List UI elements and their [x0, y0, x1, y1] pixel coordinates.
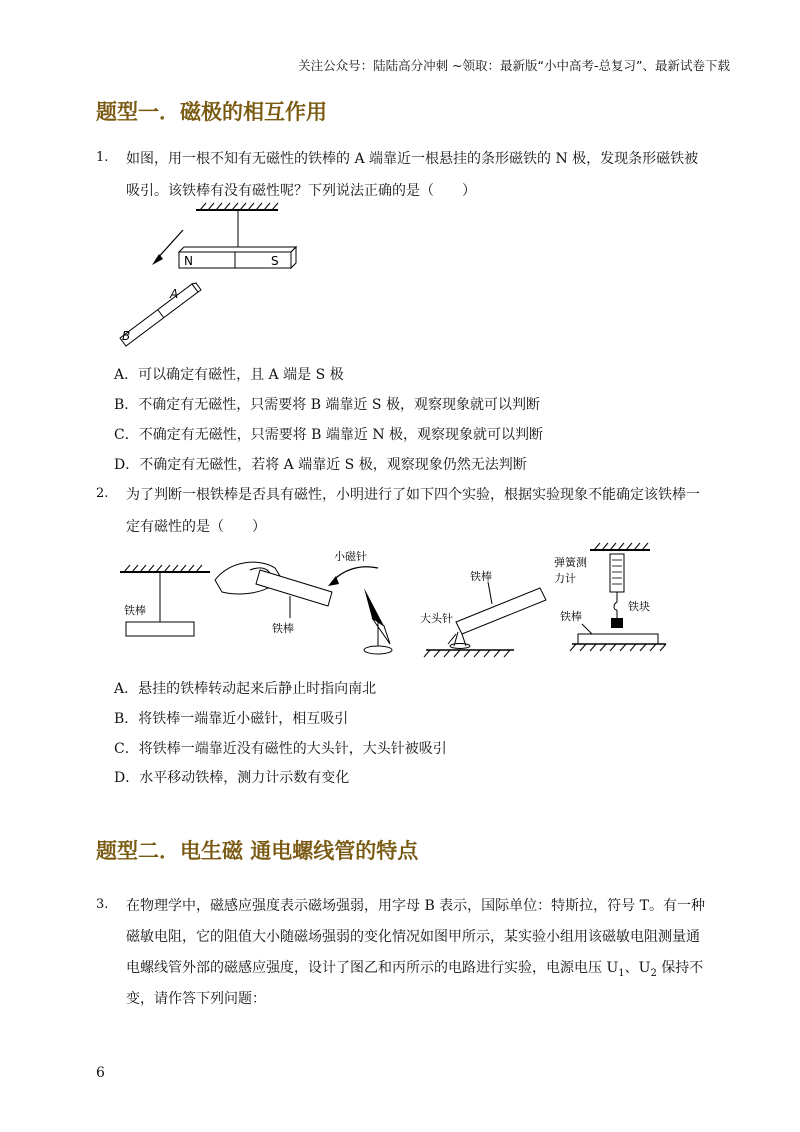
question-2-option-d: D．水平移动铁棒，测力计示数有变化 — [114, 770, 350, 786]
question-2-line-2: 定有磁性的是（ ） — [126, 519, 266, 535]
exp3-pin-label: 大头针 — [420, 612, 453, 625]
exp2-rod-label: 铁棒 — [272, 622, 294, 635]
question-2-number: 2. — [96, 486, 109, 501]
question-3-number: 3. — [96, 897, 109, 912]
question-1-line-1: 如图，用一根不知有无磁性的铁棒的 A 端靠近一根悬挂的条形磁铁的 N 极，发现条形磁铁被 — [126, 151, 699, 167]
experiment-4 — [554, 543, 666, 651]
question-3-line-1: 在物理学中，磁感应强度表示磁场强弱，用字母 B 表示，国际单位：特斯拉，符号 T。有一种 — [126, 898, 705, 914]
question-3-line-4: 变，请作答下列问题： — [126, 991, 266, 1007]
question-1-option-b: B．不确定有无磁性，只需要将 B 端靠近 S 极，观察现象就可以判断 — [114, 397, 540, 413]
section-title-2: 题型二．电生磁 通电螺线管的特点 — [96, 839, 419, 863]
experiment-2 — [215, 549, 392, 654]
question-1-option-c: C．不确定有无磁性，只需要将 B 端靠近 N 极，观察现象就可以判断 — [114, 427, 544, 443]
exp1-rod-label: 铁棒 — [124, 604, 146, 617]
voltage-u1: $U_1$ — [606, 960, 625, 979]
section-title-1: 题型一．磁极的相互作用 — [96, 100, 327, 124]
page-number: 6 — [96, 1065, 105, 1081]
arrow-icon — [152, 230, 183, 265]
rod-b-label: B — [122, 329, 131, 343]
question-2-option-b: B．将铁棒一端靠近小磁针，相互吸引 — [114, 711, 349, 727]
exp4-scale-label-1: 弹簧测 — [554, 556, 587, 569]
voltage-u2: $U_2$ — [638, 960, 657, 979]
question-3-line-3-tail: 保持不 — [661, 960, 704, 976]
iron-rod — [120, 283, 201, 346]
exp2-needle-label: 小磁针 — [334, 550, 367, 563]
question-1-option-d: D．不确定有无磁性，若将 A 端靠近 S 极，观察现象仍然无法判断 — [114, 457, 527, 473]
exp4-scale-label-2: 力计 — [554, 572, 576, 585]
question-1-option-a: A．可以确定有磁性，且 A 端是 S 极 — [114, 367, 344, 383]
exp4-block-label: 铁块 — [628, 600, 650, 613]
magnet-n-label: N — [184, 254, 193, 268]
question-2-option-c: C．将铁棒一端靠近没有磁性的大头针，大头针被吸引 — [114, 741, 447, 757]
voltage-separator: 、 — [624, 960, 639, 976]
question-3-line-3 — [126, 957, 703, 979]
question-2-line-1: 为了判断一根铁棒是否具有磁性，小明进行了如下四个实验，根据实验现象不能确定该铁棒一 — [126, 487, 700, 503]
rod-a-label: A — [170, 287, 179, 301]
question-1-line-2: 吸引。该铁棒有没有磁性呢？下列说法正确的是（ ） — [126, 183, 476, 199]
question-3-line-2: 磁敏电阻，它的阻值大小随磁场强弱的变化情况如图甲所示，某实验小组用该磁敏电阻测量通 — [126, 929, 700, 945]
figure-four-experiments — [110, 540, 680, 665]
experiment-1 — [120, 565, 210, 636]
exp4-rod-label: 铁棒 — [560, 610, 582, 623]
question-1-number: 1. — [96, 150, 109, 165]
ceiling-support — [196, 203, 278, 210]
magnet-s-label: S — [271, 254, 279, 268]
page-header: 关注公众号：陆陆高分冲刺 ~领取：最新版“小中高考-总复习”、最新试卷下载 — [298, 58, 730, 73]
exp3-rod-label: 铁棒 — [470, 570, 492, 583]
bar-magnet — [179, 247, 296, 268]
question-3-line-3-text: 电螺线管外部的磁感应强度，设计了图乙和丙所示的电路进行实验，电源电压 — [126, 960, 602, 976]
figure-magnet-and-rod — [108, 200, 308, 350]
question-2-option-a: A．悬挂的铁棒转动起来后静止时指向南北 — [114, 681, 377, 697]
experiment-3 — [420, 569, 546, 657]
